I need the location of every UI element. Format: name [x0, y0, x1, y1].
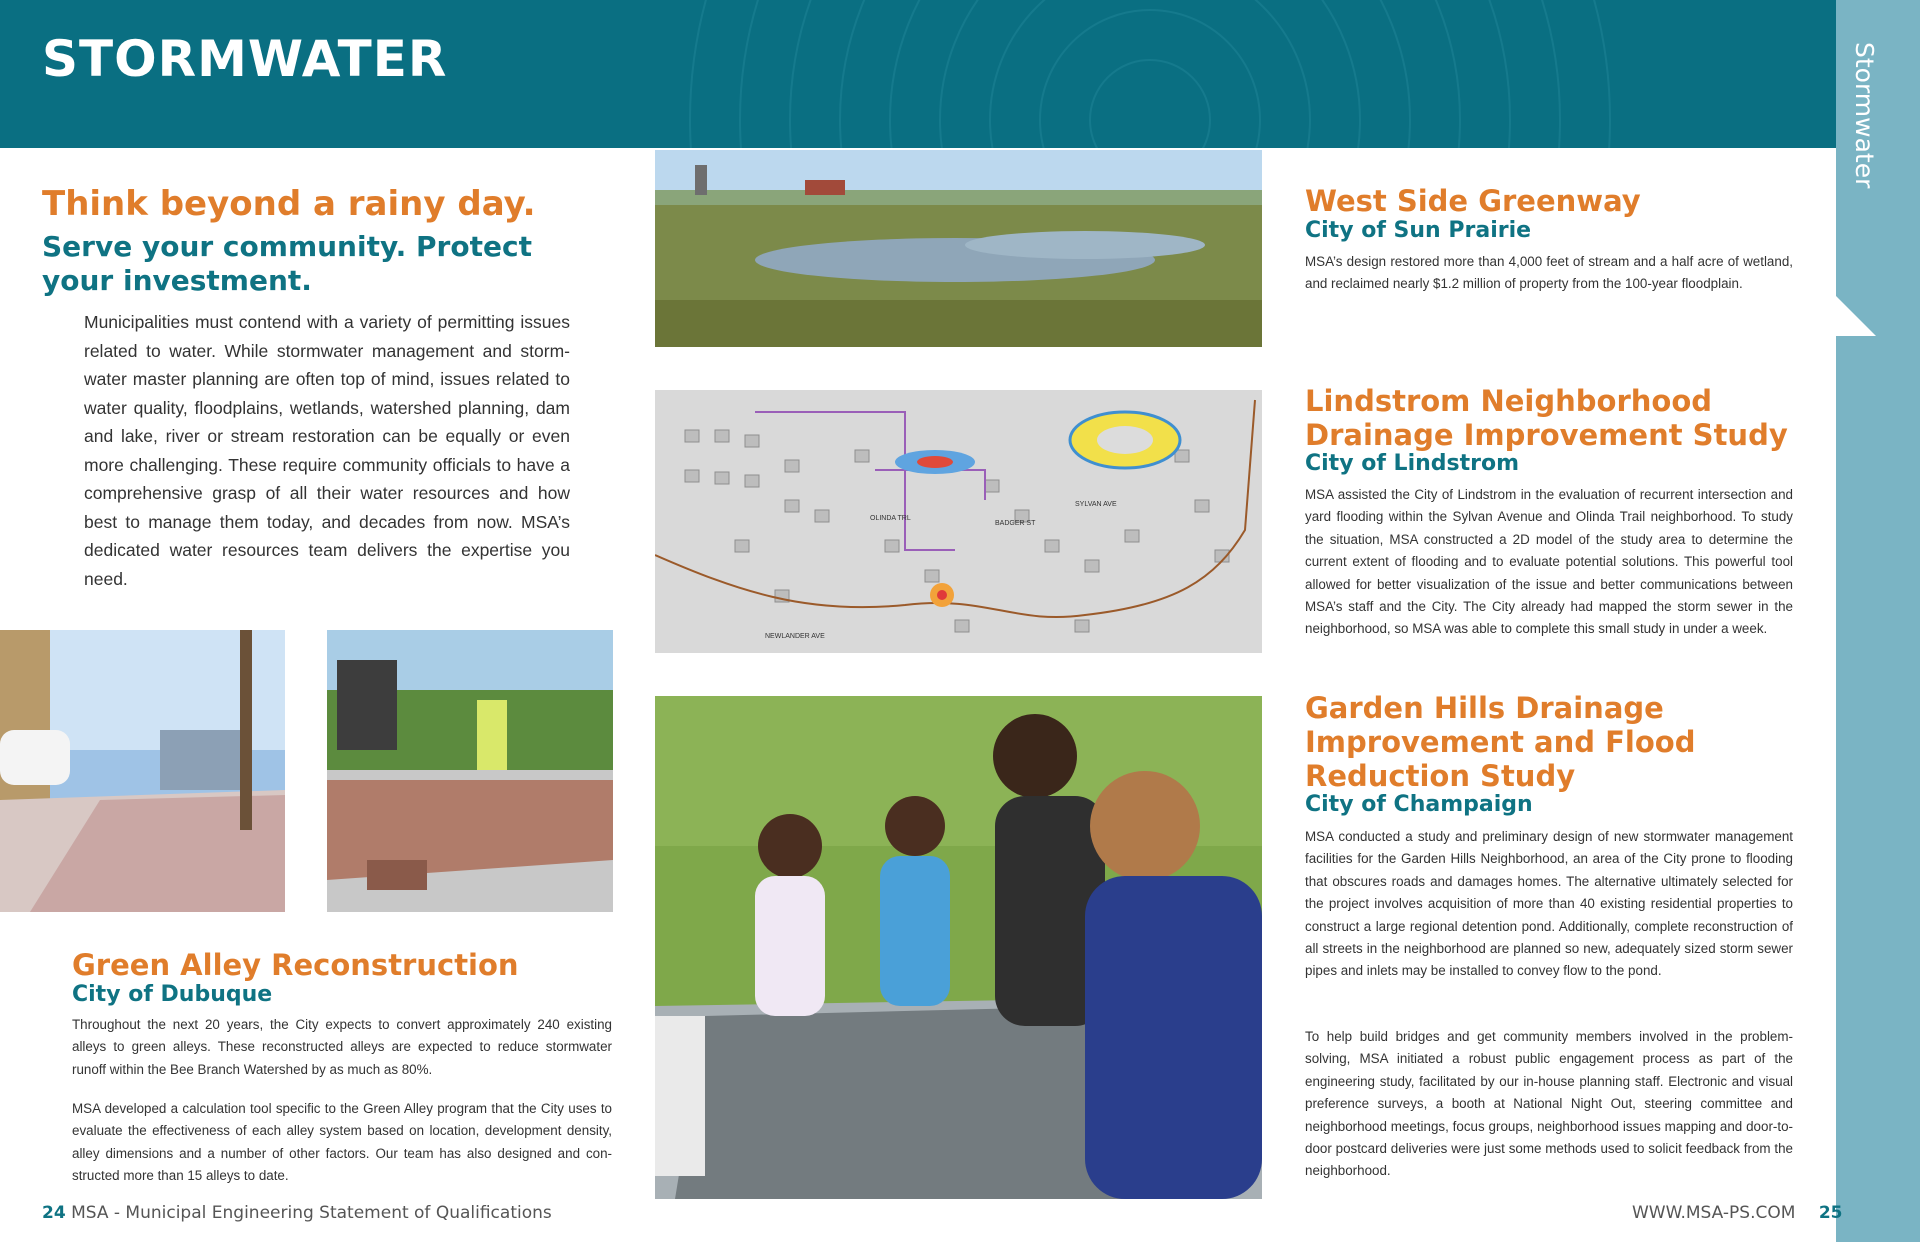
- footer-url: WWW.MSA-PS.COM: [1632, 1203, 1796, 1223]
- flood-map: [655, 390, 1262, 653]
- green-alley-city: City of Dubuque: [72, 982, 273, 1007]
- intro-body: Municipalities must contend with a variety of permitting issues related to water. While stormwater management and storm-water master planning are often top of mind, issues related to water quality, floodplains, wetlands, watershed planning, dam and lake, river or stream restoration can be equally or even more challenging. These require community officials to have a comprehensive grasp of all their water resources and how best to manage them today, and decades from now. MSA’s dedicated water resources team delivers the expertise you need.: [84, 312, 570, 589]
- west-side-title: West Side Greenway: [1305, 184, 1641, 218]
- map-label-newlander: NEWLANDER AVE: [765, 633, 825, 640]
- garden-hills-para1: MSA conducted a study and preliminary design of new stormwater management facilities for the Garden Hills Neighborhood, an area of the City prone to flooding that obscures roads and damages homes. The alternative ultimately selected for the project involves acquisition of more than 40 existing residential properties to construct a large regional detention pond. Additionally, complete reconstruction of all streets in the neighborhood are planned so new, adequately sized storm sewer pipes and inlets may be installed to convey flow to the pond.: [1305, 829, 1793, 979]
- intro-subhead: Serve your community. Protect your investment.: [42, 230, 532, 297]
- garden-hills-city: City of Champaign: [1305, 792, 1533, 817]
- footer-right: [1632, 1203, 1843, 1223]
- page-title: STORMWATER: [42, 30, 448, 88]
- lindstrom-city: City of Lindstrom: [1305, 451, 1520, 476]
- intro-headline: Think beyond a rainy day.: [42, 184, 536, 224]
- green-alley-para2: MSA developed a calculation tool specific to the Green Alley program that the City uses to evaluate the effectiveness of each alley system based on location, development density, alley dimensions and a number of other factors. Our team has also designed and con-structed more than 15 alleys to date.: [72, 1101, 612, 1184]
- west-side-body: MSA’s design restored more than 4,000 feet of stream and a half acre of wetland, and reclaimed nearly $1.2 million of property from the 100-year floodplain.: [1305, 254, 1793, 292]
- map-label-badger: BADGER ST: [995, 520, 1036, 527]
- map-label-sylvan: SYLVAN AVE: [1075, 501, 1117, 508]
- alley-photo-right: [327, 630, 613, 912]
- map-label-olinda: OLINDA TRL: [870, 515, 911, 522]
- garden-hills-title-line3: Reduction Study: [1305, 759, 1576, 793]
- alley-photo-left: [0, 630, 285, 912]
- lindstrom-title-line1: Lindstrom Neighborhood: [1305, 384, 1713, 418]
- community-photo: [655, 696, 1262, 1199]
- lindstrom-title-line2: Drainage Improvement Study: [1305, 418, 1788, 452]
- footer-left-text: MSA - Municipal Engineering Statement of Qualifications: [71, 1203, 552, 1223]
- wetland-photo: [655, 150, 1262, 347]
- west-side-city: City of Sun Prairie: [1305, 218, 1532, 243]
- lindstrom-body: MSA assisted the City of Lindstrom in the evaluation of recurrent intersection and yard flooding within the Sylvan Avenue and Olinda Trail neighborhood. To study the situation, MSA constructed a 2D model of the study area to determine the current extent of flooding and to evaluate potential solutions. This powerful tool allowed for better visualization of the issue and better communications between MSA’s staff and the City. The City already had mapped the storm sewer in the neighborhood, so MSA was able to complete this small study in under a week.: [1305, 487, 1793, 637]
- garden-hills-title-line1: Garden Hills Drainage: [1305, 691, 1664, 725]
- green-alley-para1: Throughout the next 20 years, the City expects to convert approximately 240 existing alleys to green alleys. These reconstructed alleys are expected to reduce stormwater runoff within the Bee Branch Watershed by as much as 80%.: [72, 1017, 612, 1077]
- garden-hills-title-line2: Improvement and Flood: [1305, 725, 1696, 759]
- footer-left: [42, 1203, 552, 1223]
- header-band: [0, 0, 1836, 148]
- right-page-number: 25: [1818, 1203, 1843, 1223]
- side-tab-label: Stormwater: [1850, 42, 1879, 189]
- left-page-number: 24: [42, 1203, 66, 1223]
- garden-hills-para2: To help build bridges and get community members involved in the problem-solving, MSA initiated a robust public engagement process as part of the engineering study, facilitated by our in-house planning staff. Electronic and visual preference surveys, a booth at National Night Out, steering committee and neighborhood meetings, focus groups, neighborhood issues mapping and door-to-door postcard deliveries were just some methods used to solicit feedback from the neighborhood.: [1305, 1029, 1793, 1179]
- green-alley-title: Green Alley Reconstruction: [72, 948, 519, 982]
